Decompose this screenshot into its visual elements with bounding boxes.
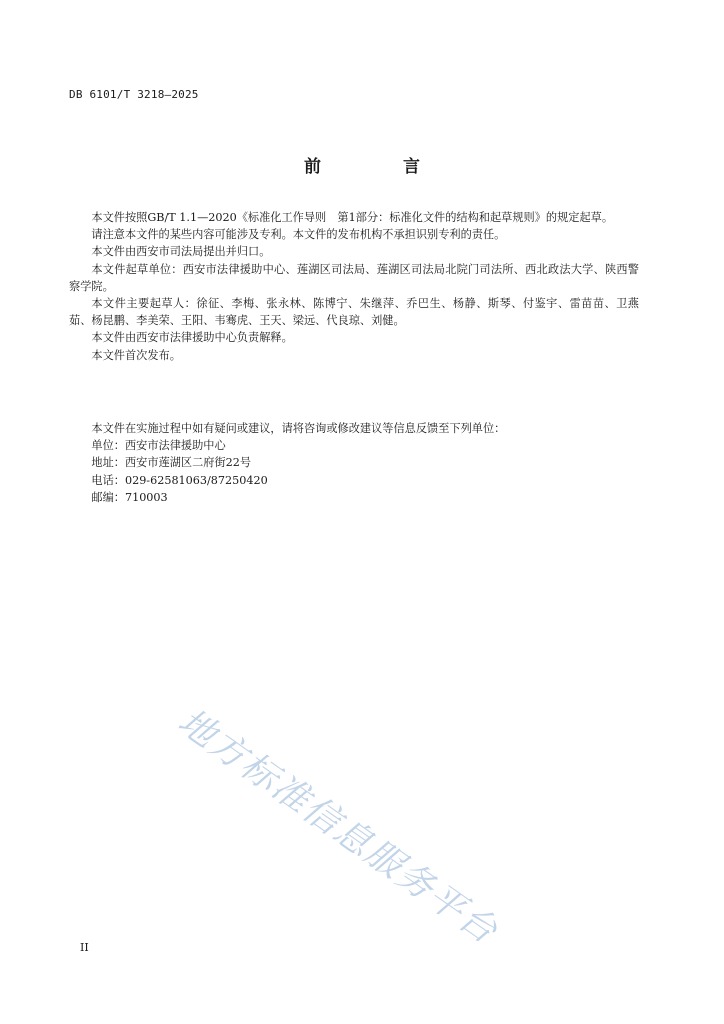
feedback-intro: 本文件在实施过程中如有疑问或建议，请将咨询或修改建议等信息反馈至下列单位： [91,422,506,435]
paragraph-drafters: 本文件主要起草人：徐征、李梅、张永林、陈博宁、朱继萍、乔巴生、杨静、斯琴、付鉴宇、雷苗苗、卫燕茹、杨昆鹏、李美荣、王阳、韦骞虎、王天、梁远、代良琼、刘健。 [69,297,639,328]
page-number: II [80,941,89,954]
feedback-postcode: 邮编：710003 [91,490,168,504]
paragraph-drafting-rules: 本文件按照GB/T 1.1—2020《标准化工作导则 第1部分：标准化文件的结构和起草规则》的规定起草。 [91,211,614,224]
feedback-unit: 单位：西安市法律援助中心 [91,439,226,453]
watermark: 地方标准信息服务平台 [170,701,506,953]
paragraph-interpretation: 本文件由西安市法律援助中心负责解释。 [91,331,293,345]
paragraph-proposer: 本文件由西安市司法局提出并归口。 [91,245,271,259]
feedback-phone: 电话：029-62581063/87250420 [91,473,268,487]
standard-code: DB 6101/T 3218—2025 [69,88,199,101]
page-title: 前 言 [304,157,458,177]
paragraph-drafting-units: 本文件起草单位：西安市法律援助中心、莲湖区司法局、莲湖区司法局北院门司法所、西北政法大学、陕西警察学院。 [69,262,639,293]
foreword-body [69,209,639,364]
feedback-address: 地址：西安市莲湖区二府街22号 [91,456,252,470]
feedback-section [69,420,639,506]
paragraph-first-release: 本文件首次发布。 [91,348,181,362]
paragraph-patent-notice: 请注意本文件的某些内容可能涉及专利。本文件的发布机构不承担识别专利的责任。 [91,228,506,242]
